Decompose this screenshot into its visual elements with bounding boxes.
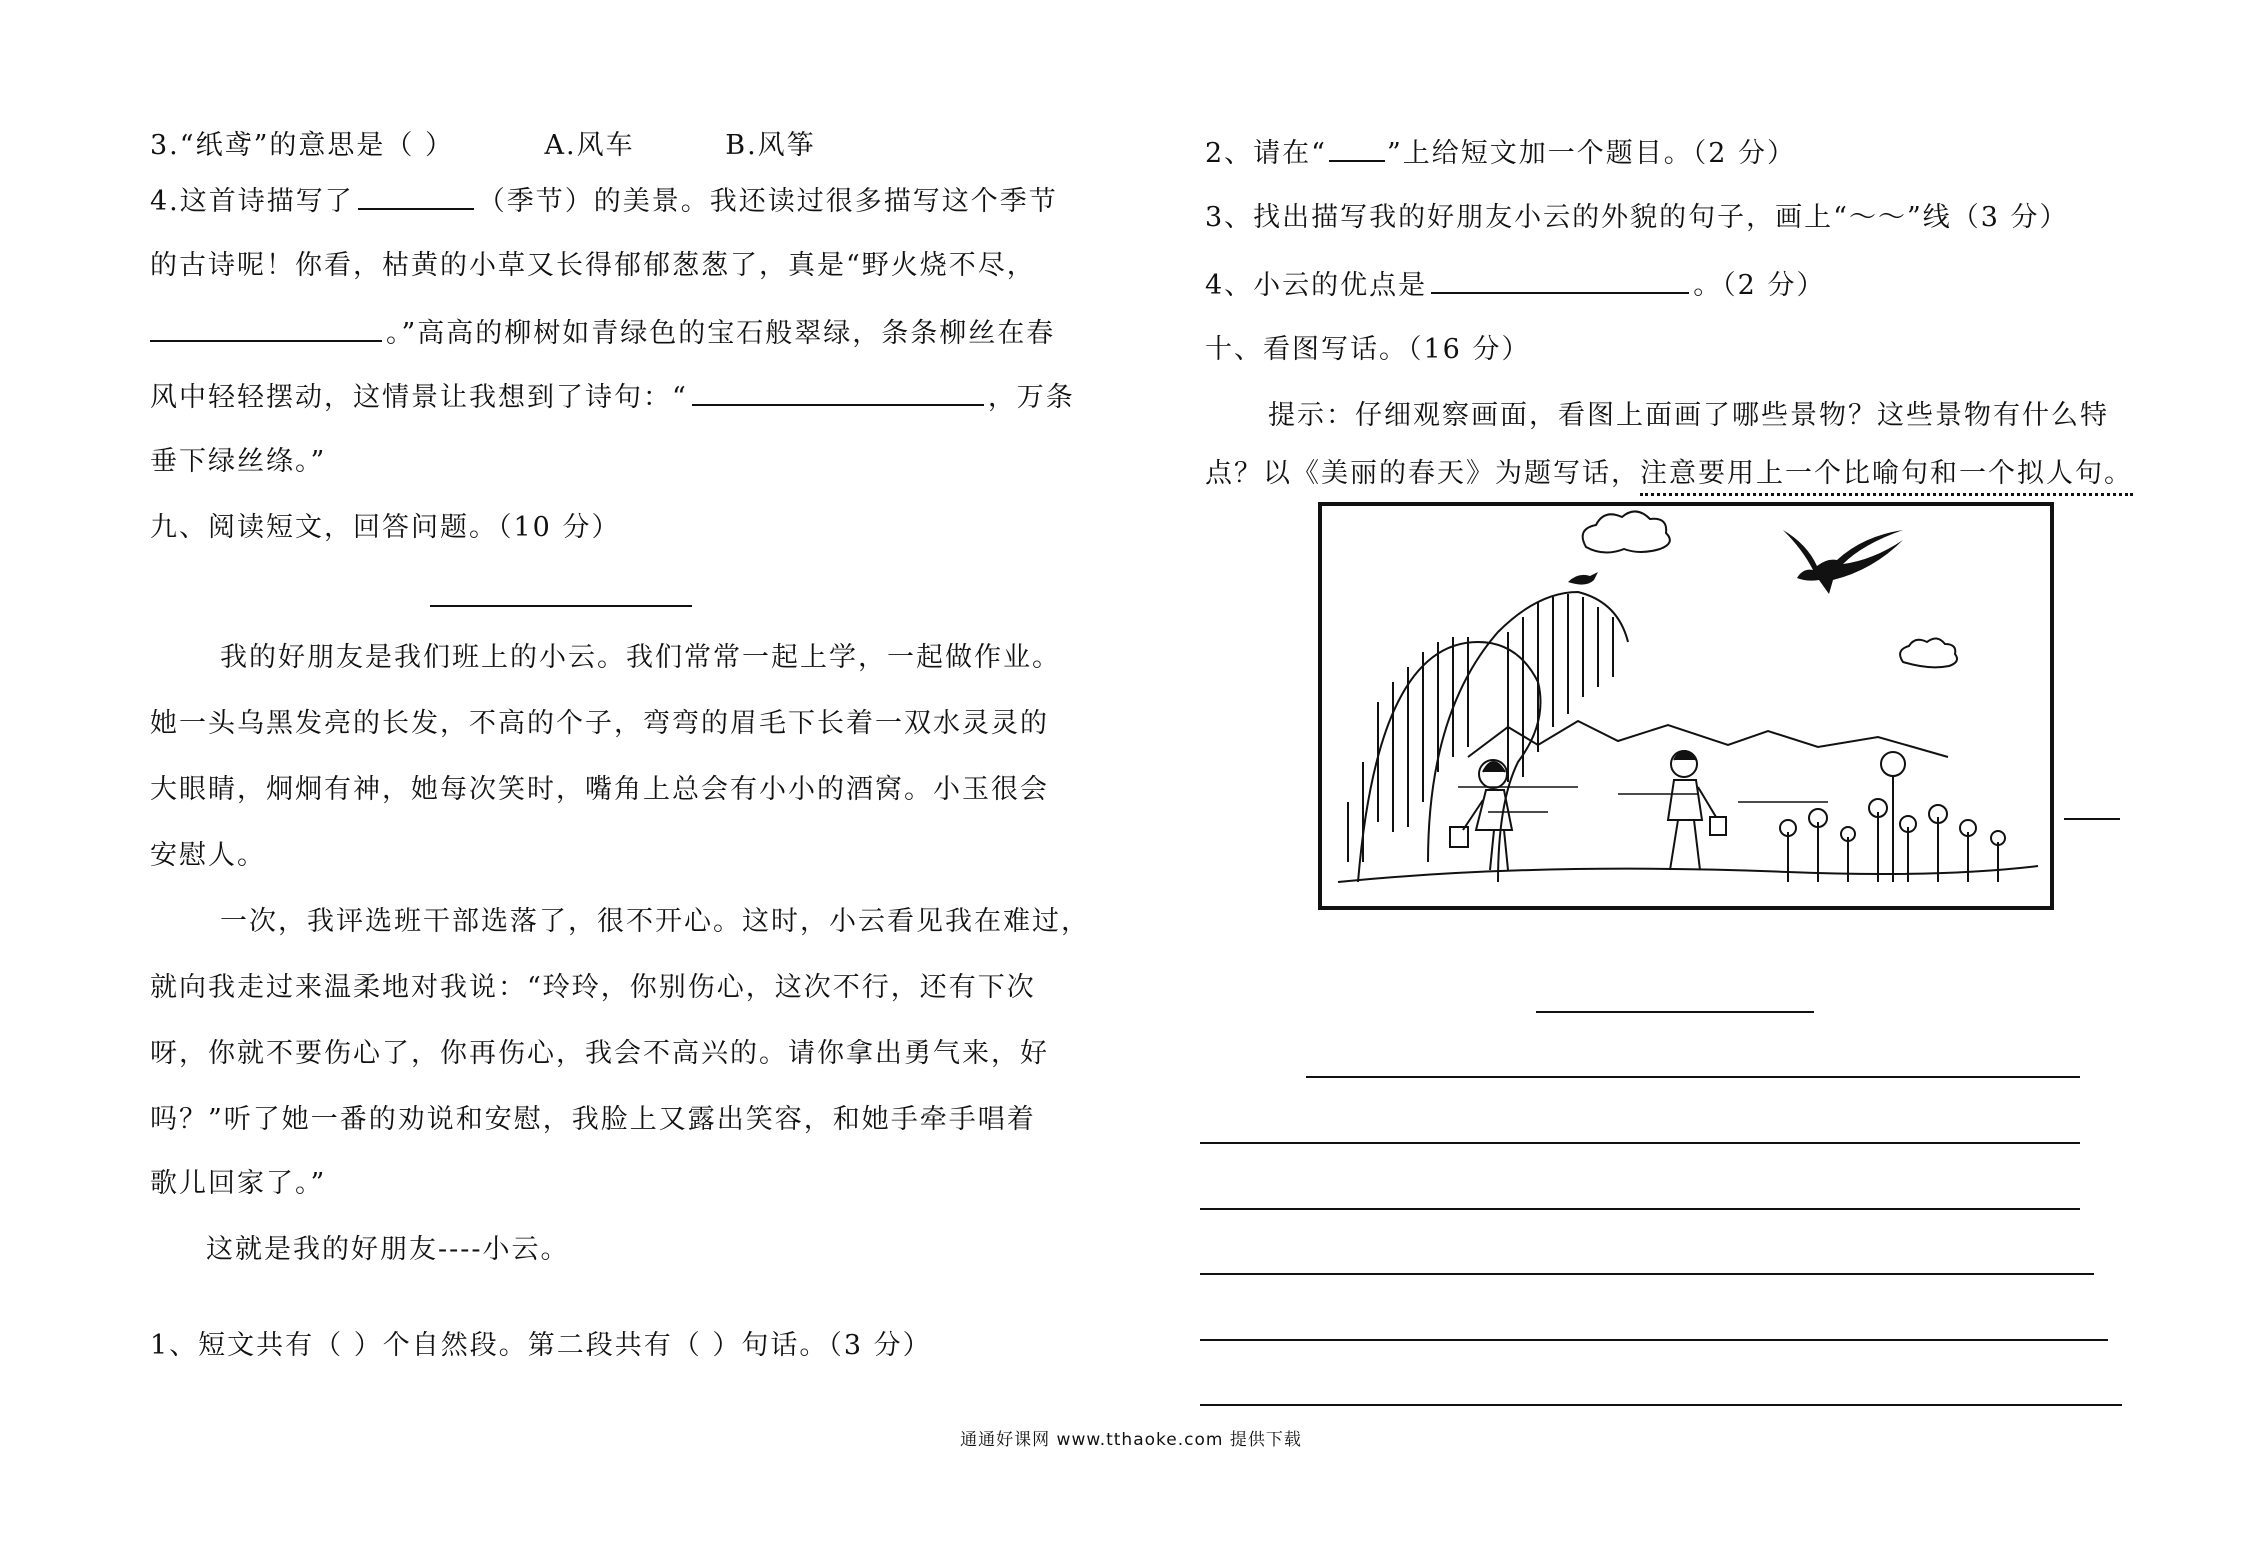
para1-line3: 大眼睛，炯炯有神，她每次笑时，嘴角上总会有小小的酒窝。小玉很会 xyxy=(150,774,1049,805)
q4-text-a: 4.这首诗描写了 xyxy=(150,186,354,217)
q4-line1 xyxy=(150,180,1058,222)
poem-blank-1[interactable] xyxy=(150,312,382,342)
para2-line3: 呀，你就不要伤心了，你再伤心，我会不高兴的。请你拿出勇气来，好 xyxy=(150,1038,1049,1069)
title-blank-line[interactable] xyxy=(430,605,692,607)
q4-text-b: （季节）的美景。我还读过很多描写这个季节 xyxy=(477,186,1058,217)
para1-line1: 我的好朋友是我们班上的小云。我们常常一起上学，一起做作业。 xyxy=(220,642,1061,673)
spring-scene-picture xyxy=(1318,502,2054,910)
q3-option-a: A.风车 xyxy=(544,130,635,161)
section-10-heading: 十、看图写话。（16 分） xyxy=(1205,334,1531,365)
writing-line-2[interactable] xyxy=(1200,1142,2080,1144)
section-9-heading: 九、阅读短文，回答问题。（10 分） xyxy=(150,512,621,543)
writing-line-3[interactable] xyxy=(1200,1208,2080,1210)
q3-option-b: B.风筝 xyxy=(725,130,816,161)
hint-emphasis: 注意要用上一个比喻句和一个拟人句。 xyxy=(1640,458,2133,496)
q3-text: 3.“纸鸢”的意思是（ ） xyxy=(150,130,454,161)
right-q4-text-b: 。（2 分） xyxy=(1693,270,1826,301)
para1-line4: 安慰人。 xyxy=(150,840,266,871)
right-q4 xyxy=(1205,264,1825,306)
footer-credit: 通通好课网 www.tthaoke.com 提供下载 xyxy=(960,1430,1302,1450)
right-q2-text-b: ”上给短文加一个题目。（2 分） xyxy=(1386,138,1797,169)
hint-line2 xyxy=(1205,454,2133,494)
right-q2 xyxy=(1205,132,1796,174)
para2-line4: 吗？”听了她一番的劝说和安慰，我脸上又露出笑容，和她手牵手唱着 xyxy=(150,1104,1036,1135)
q4-line4 xyxy=(150,376,1075,418)
para3: 这就是我的好朋友----小云。 xyxy=(206,1234,570,1265)
writing-line-4[interactable] xyxy=(1200,1273,2094,1275)
q4-text-e: ，万条 xyxy=(987,382,1075,413)
q4-line2: 的古诗呢！你看，枯黄的小草又长得郁郁葱葱了，真是“野火烧不尽， xyxy=(150,250,1036,281)
title-quote-blank[interactable] xyxy=(1329,132,1385,162)
right-q3: 3、找出描写我的好朋友小云的外貌的句子，画上“～～”线（3 分） xyxy=(1205,202,2069,233)
hint-line1: 提示：仔细观察画面，看图上面画了哪些景物？这些景物有什么特 xyxy=(1268,400,2109,431)
q4-line5: 垂下绿丝绦。” xyxy=(150,446,327,477)
q4-text-c: 。”高高的柳树如青绿色的宝石般翠绿，条条柳丝在春 xyxy=(386,318,1056,349)
question-1: 1、短文共有（ ）个自然段。第二段共有（ ）句话。（3 分） xyxy=(150,1330,932,1361)
para1-line2: 她一头乌黑发亮的长发，不高的个子，弯弯的眉毛下长着一双水灵灵的 xyxy=(150,708,1049,739)
q4-text-d: 风中轻轻摆动，这情景让我想到了诗句：“ xyxy=(150,382,688,413)
right-q4-text-a: 4、小云的优点是 xyxy=(1205,270,1428,301)
writing-line-5[interactable] xyxy=(1200,1339,2108,1341)
q4-line3 xyxy=(150,312,1055,354)
para2-line5: 歌儿回家了。” xyxy=(150,1168,327,1199)
writing-line-1[interactable] xyxy=(1306,1076,2080,1078)
writing-line-6[interactable] xyxy=(1200,1404,2122,1406)
para2-line2: 就向我走过来温柔地对我说：“玲玲，你别伤心，这次不行，还有下次 xyxy=(150,972,1036,1003)
season-blank[interactable] xyxy=(358,180,474,210)
picture-side-mark xyxy=(2064,818,2120,820)
q3-line xyxy=(150,126,816,166)
hint-text-a: 点？以《美丽的春天》为题写话， xyxy=(1205,458,1640,489)
merit-blank[interactable] xyxy=(1431,264,1689,294)
poem-blank-2[interactable] xyxy=(692,376,984,406)
essay-title-line[interactable] xyxy=(1536,1011,1814,1013)
right-q2-text-a: 2、请在“ xyxy=(1205,138,1327,169)
para2-line1: 一次，我评选班干部选落了，很不开心。这时，小云看见我在难过， xyxy=(220,906,1090,937)
